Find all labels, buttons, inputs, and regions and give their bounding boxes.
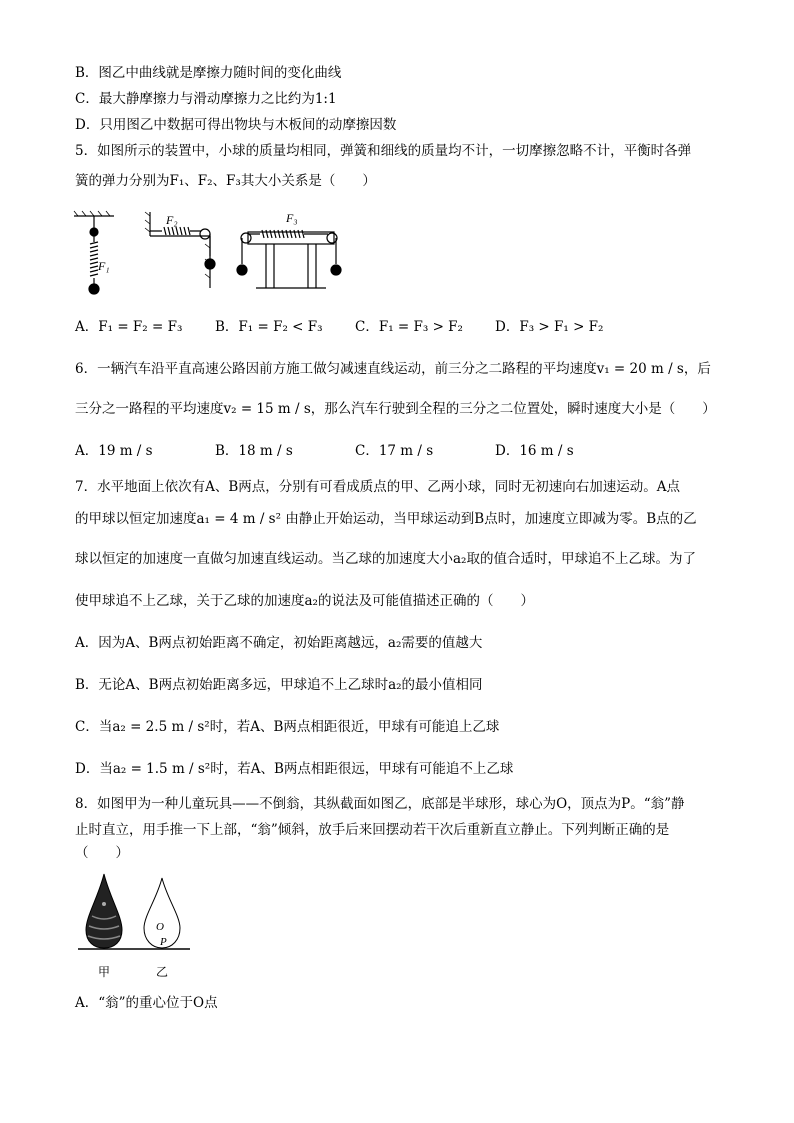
q7-stem-line1: 7．水平地面上依次有A、B两点，分别有可看成质点的甲、乙两小球，同时无初速向右加速运动。A点 [75, 479, 681, 495]
q4-option-b: B．图乙中曲线就是摩擦力随时间的变化曲线 [75, 65, 342, 81]
q7-option-c: C．当a₂ = 2.5 m / s²时，若A、B两点相距很近，甲球有可能追上乙球 [75, 719, 500, 735]
q8-label-jia: 甲 [98, 965, 111, 979]
q5-stem-line2: 簧的弹力分别为F₁、F₂、F₃其大小关系是（ ） [75, 173, 376, 189]
q5-option-a: A．F₁ = F₂ = F₃ [75, 319, 183, 335]
q6-option-d: D．16 m / s [495, 443, 574, 459]
q7-option-d: D．当a₂ = 1.5 m / s²时，若A、B两点相距很远，甲球有可能追不上乙球 [75, 761, 514, 777]
q4-option-c: C．最大静摩擦力与滑动摩擦力之比约为1:1 [75, 91, 337, 107]
q6-stem-line1: 6．一辆汽车沿平直高速公路因前方施工做匀减速直线运动，前三分之二路程的平均速度v₁ = 20 m / s，后 [75, 361, 711, 377]
q6-option-a: A．19 m / s [75, 443, 153, 459]
q8-stem-line3: （ ） [75, 845, 129, 861]
q7-stem-line2: 的甲球以恒定加速度a₁ = 4 m / s² 由静止开始运动，当甲球运动到B点时，加速度立即减为零。B点的乙 [75, 511, 697, 527]
q5-option-b: B．F₁ = F₂ < F₃ [215, 319, 323, 335]
q7-stem-line4: 使甲球追不上乙球，关于乙球的加速度a₂的说法及可能值描述正确的（ ） [75, 593, 534, 609]
q8-tumbler-figure [74, 868, 194, 983]
q5-options [75, 318, 603, 336]
q6-stem-line2: 三分之一路程的平均速度v₂ = 15 m / s，那么汽车行驶到全程的三分之二位置处，瞬时速度大小是（ ） [75, 401, 716, 417]
q5-option-d: D．F₃ > F₁ > F₂ [495, 319, 604, 335]
q6-option-b: B．18 m / s [215, 443, 293, 459]
q8-label-o: O [156, 921, 164, 933]
q8-stem-line1: 8．如图甲为一种儿童玩具——不倒翁，其纵截面如图乙，底部是半球形，球心为O，顶点为P。“翁”静 [75, 796, 685, 812]
q7-option-b: B．无论A、B两点初始距离多远，甲球追不上乙球时a₂的最小值相同 [75, 677, 483, 693]
q5-label-f1: F₁ [98, 259, 110, 273]
q5-label-f3: F₃ [286, 211, 298, 225]
q8-label-p: P [160, 936, 167, 948]
q7-stem-line3: 球以恒定的加速度一直做匀加速直线运动。当乙球的加速度大小a₂取的值合适时，甲球追不上乙球。为了 [75, 551, 696, 567]
q5-label-f2: F₂ [166, 213, 178, 227]
q5-stem-line1: 5．如图所示的装置中，小球的质量均相同，弹簧和细线的质量均不计，一切摩擦忽略不计，平衡时各弹 [75, 143, 692, 159]
q5-option-c: C．F₁ = F₃ > F₂ [355, 319, 463, 335]
q5-spring-figure [70, 208, 340, 298]
q6-option-c: C．17 m / s [355, 443, 434, 459]
q7-option-a: A．因为A、B两点初始距离不确定，初始距离越远，a₂需要的值越大 [75, 635, 483, 651]
q8-option-a: A．“翁”的重心位于O点 [75, 995, 218, 1011]
q8-label-yi: 乙 [156, 965, 169, 979]
q4-option-d: D．只用图乙中数据可得出物块与木板间的动摩擦因数 [75, 117, 397, 133]
q8-stem-line2: 止时直立，用手推一下上部，“翁”倾斜，放手后来回摆动若干次后重新直立静止。下列判断正确的是 [75, 822, 670, 838]
q6-options [75, 442, 574, 460]
